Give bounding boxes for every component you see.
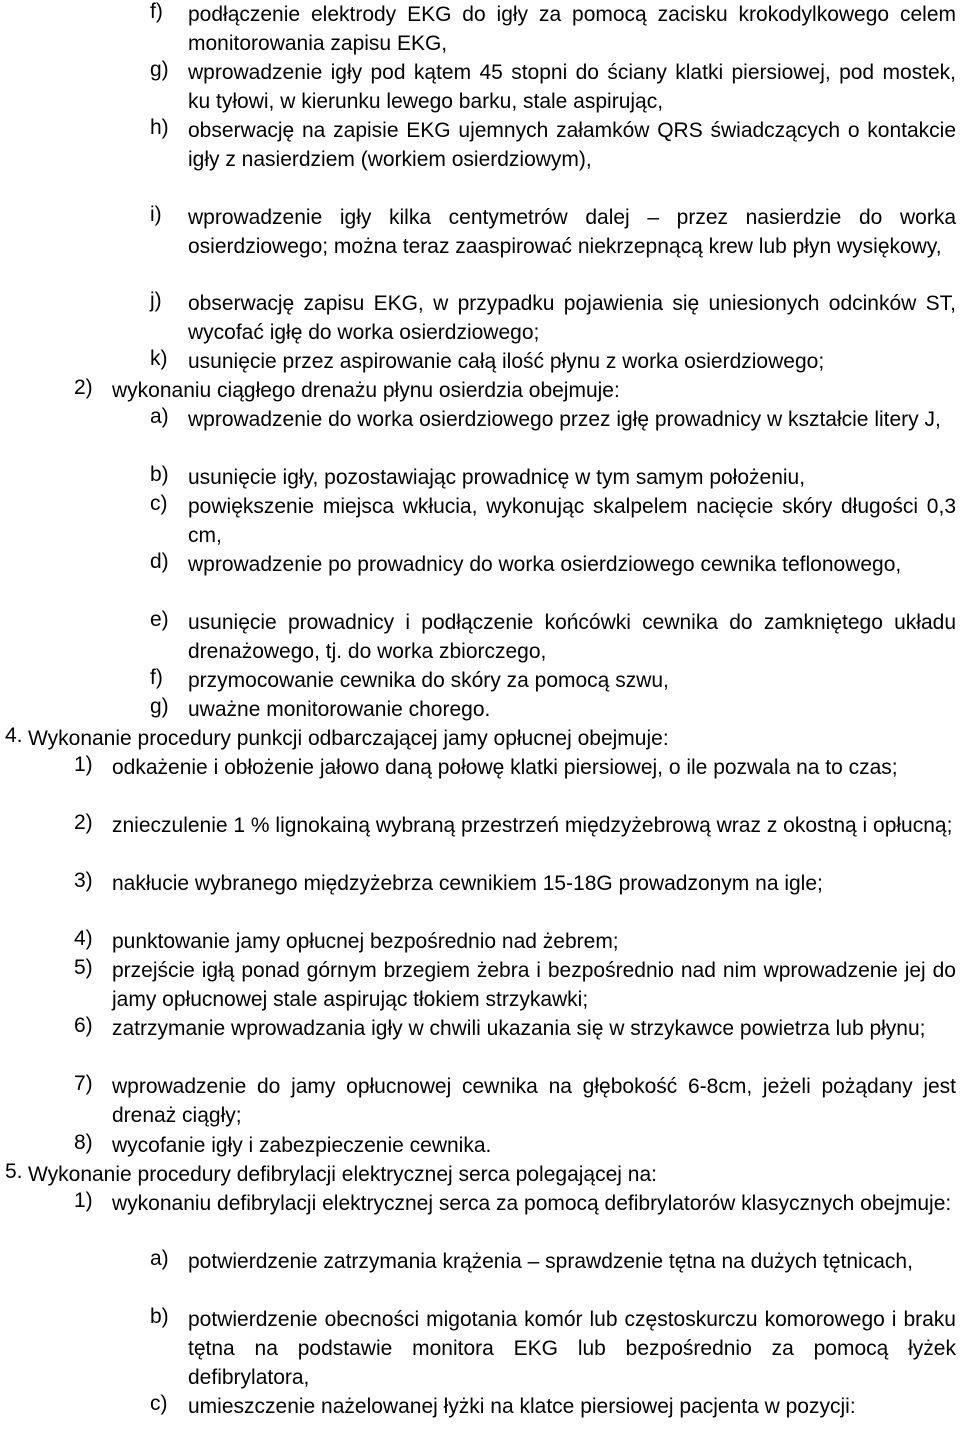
list-item [0,347,960,376]
list-item-text: usunięcie prowadnicy i podłączenie końcówki cewnika do zamkniętego układu drenażowego, tj. do worka zbiorczego, [188,611,956,663]
list-item-text: potwierdzenie obecności migotania komór lub częstoskurczu komorowego i braku tętna na podstawie monitora EKG lub bezpośrednio za pomocą łyżek defibrylatora, [188,1308,956,1389]
list-item-text: umieszczenie nażelowanej łyżki na klatce piersiowej pacjenta w pozycji: [188,1395,856,1418]
list-item-text: obserwację zapisu EKG, w przypadku pojawienia się uniesionych odcinków ST, wycofać igłę do worka osierdziowego; [188,292,956,344]
list-item [0,289,960,347]
list-item-text: powiększenie miejsca wkłucia, wykonując skalpelem nacięcie skóry długości 0,3 cm, [188,495,956,547]
list-item-label: 5. [5,1160,23,1183]
list-item-text: przymocowanie cewnika do skóry za pomocą szwu, [188,669,669,692]
list-item-text: podłączenie elektrody EKG do igły za pomocą zacisku krokodylkowego celem monitorowania zapisu EKG, [188,3,956,55]
list-item [0,1305,960,1392]
list-item [0,724,960,753]
list-item-text: odkażenie i obłożenie jałowo daną połowę klatki piersiowej, o ile pozwala na to czas; [112,756,898,779]
list-item-text: Wykonanie procedury punkcji odbarczającej jamy opłucnej obejmuje: [28,727,669,750]
list-item-text: Wykonanie procedury defibrylacji elektrycznej serca polegającej na: [28,1163,657,1186]
list-item [0,492,960,550]
list-item [0,956,960,1014]
list-item-text: wprowadzenie do worka osierdziowego przez igłę prowadnicy w kształcie litery J, [188,408,941,431]
list-item [0,550,960,579]
list-item-text: znieczulenie 1 % lignokainą wybraną przestrzeń międzyżebrową wraz z okostną i opłucną; [112,814,953,837]
list-item-label: k) [150,347,168,370]
list-item-label: e) [150,608,169,631]
list-item-label: 7) [74,1072,93,1095]
list-item [0,405,960,434]
list-item [0,1189,960,1218]
list-item-label: f) [150,0,163,23]
list-item [0,869,960,898]
list-item-text: zatrzymanie wprowadzania igły w chwili ukazania się w strzykawce powietrza lub płynu; [112,1017,926,1040]
list-item [0,695,960,724]
list-item [0,1014,960,1043]
list-item-text: wycofanie igły i zabezpieczenie cewnika. [112,1134,492,1157]
list-item-label: 1) [74,753,93,776]
list-item-label: g) [150,695,169,718]
list-item-label: 2) [74,376,93,399]
list-item [0,58,960,116]
list-item [0,1392,960,1421]
list-item-text: wykonaniu defibrylacji elektrycznej serca za pomocą defibrylatorów klasycznych obejmuje: [112,1192,952,1215]
list-item-label: i) [150,203,162,226]
list-item-label: h) [150,116,169,139]
list-item [0,1247,960,1276]
list-item-label: b) [150,1305,169,1328]
list-item-text: wykonaniu ciągłego drenażu płynu osierdzia obejmuje: [112,379,620,402]
list-item-text: przejście igłą ponad górnym brzegiem żebra i bezpośrednio nad nim wprowadzenie jej do jamy opłucnowej stale aspirując tłokiem strzykawki; [112,959,956,1011]
list-item-text: obserwację na zapisie EKG ujemnych załamków QRS świadczących o kontakcie igły z nasierdziem (workiem osierdziowym), [188,119,956,171]
list-item [0,1072,960,1130]
list-item-label: 6) [74,1014,93,1037]
list-item-label: g) [150,58,169,81]
list-item [0,203,960,261]
list-item [0,376,960,405]
list-item-text: wprowadzenie do jamy opłucnowej cewnika na głębokość 6-8cm, jeżeli pożądany jest drenaż ciągły; [112,1075,956,1127]
list-item-label: 5) [74,956,93,979]
list-item-label: c) [150,492,168,515]
list-item-label: 2) [74,811,93,834]
list-item-label: b) [150,463,169,486]
list-item-text: wprowadzenie igły pod kątem 45 stopni do ściany klatki piersiowej, pod mostek, ku tyłowi, w kierunku lewego barku, stale aspirując, [188,61,956,113]
list-item-label: j) [150,289,162,312]
list-item-text: usunięcie igły, pozostawiając prowadnicę w tym samym położeniu, [188,466,806,489]
list-item [0,753,960,782]
list-item-label: f) [150,666,163,689]
list-item [0,1131,960,1160]
list-item-label: 3) [74,869,93,892]
list-item [0,116,960,174]
list-item [0,666,960,695]
list-item-text: nakłucie wybranego międzyżebrza cewnikiem 15-18G prowadzonym na igle; [112,872,823,895]
list-item-text: uważne monitorowanie chorego. [188,698,491,721]
list-item-label: d) [150,550,169,573]
list-item-label: c) [150,1392,168,1415]
list-item-label: 8) [74,1131,93,1154]
list-item [0,0,960,58]
list-item-label: a) [150,1247,169,1270]
list-item-text: wprowadzenie igły kilka centymetrów dalej – przez nasierdzie do worka osierdziowego; można teraz zaaspirować niekrzepnącą krew lub płyn wysiękowy, [188,206,956,258]
list-item-text: potwierdzenie zatrzymania krążenia – sprawdzenie tętna na dużych tętnicach, [188,1250,913,1273]
list-item [0,927,960,956]
list-item [0,608,960,666]
list-item-text: punktowanie jamy opłucnej bezpośrednio nad żebrem; [112,930,619,953]
list-item-label: 4) [74,927,93,950]
list-item-label: 1) [74,1189,93,1212]
list-item [0,1160,960,1189]
list-item-label: a) [150,405,169,428]
list-item [0,463,960,492]
list-item-text: usunięcie przez aspirowanie całą ilość płynu z worka osierdziowego; [188,350,825,373]
list-item-label: 4. [5,724,23,747]
list-item [0,811,960,840]
list-item-text: wprowadzenie po prowadnicy do worka osierdziowego cewnika teflonowego, [188,553,902,576]
